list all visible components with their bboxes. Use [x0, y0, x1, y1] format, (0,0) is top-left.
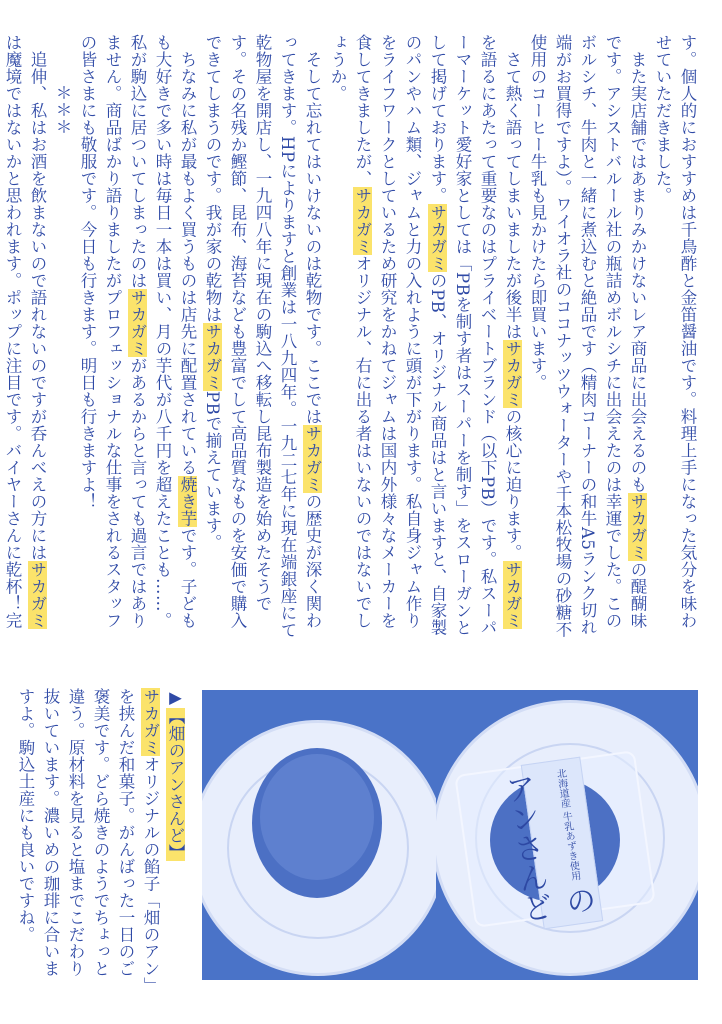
triangle-marker-icon: ▶ [166, 688, 185, 708]
highlight-yakiimo: 焼き芋 [178, 475, 197, 527]
sandwich-top [260, 754, 374, 880]
article-body [3, 34, 700, 644]
anzando-sandwich [252, 748, 382, 898]
paragraph: す。個人的におすすめは千鳥酢と金笛醤油です。料理上手になった気分を味わせていただきました。 [653, 34, 697, 629]
brand-highlight: サカガミ [303, 424, 322, 493]
caption-heading [163, 688, 188, 988]
photo-sandwich-on-plate [202, 690, 438, 980]
paragraph: ちなみに私が最もよく買うものは店先に配置されている焼き芋です。子どもも大好きで多い時は毎日一本は買い、月の芋代が八千円を超えたことも……。私が駒込に居ついてしまったのはサカガミがあるからと言っても過言ではありません。商品ばかり語りましたがプロフェッショナルな仕事をされるスタッフの皆さまにも敬服です。今日も行きます。明日も行きますよ！ [78, 34, 197, 629]
brand-highlight: サカガミ [28, 560, 47, 629]
brand-highlight: サカガミ [428, 204, 447, 272]
brand-highlight: サカガミ [503, 339, 522, 408]
brand-highlight: サカガミ [628, 492, 647, 561]
brand-highlight: サカガミ [353, 187, 372, 255]
caption-title: 【畑のアンさんど】 [166, 707, 185, 861]
paragraph: そして忘れてはいけないのは乾物です。ここではサカガミの歴史が深く関わってきます。HPによりますと創業は一八九四年。一九二七年に現在端銀座にて乾物屋を開店し、一九四八年に現在の駒込へ移転し昆布製造を始めたそうです。その名残か鰹節、昆布、海苔なども豊富でして高品質なものを安価で購入できてしまうのです。我が家の乾物はサカガミPBで揃えています。 [203, 34, 322, 639]
photo-packaged-sandwich [436, 690, 698, 980]
paragraph: さて熱く語ってしまいましたが後半はサカガミの核心に迫ります。サカガミを語るにあたって重要なのはプライベートブランド（以下PB）です。私スーパーマーケット愛好家としては「PBを制す者はスーパーを制す」をスローガンとして掲げております。サカガミのPB、オリジナル商品はと言いますと、自家製のパンやハム類、ジャムと力の入れように頭が下がります。私自身ジャム作りをライフワークとしているため研究をかねてジャムは国内外様々なメーカーを食してきましたが、サカガミオリジナル、右に出る者はいないのではないでしょうか。 [328, 34, 522, 637]
paragraph: 追伸、私はお酒を飲まないので語れないのですが呑んべえの方にはサカガミは魔境ではないかと思われます。ポップに注目です。バイヤーさんに乾杯！完 [3, 34, 47, 629]
label-small-text: 北海道産 牛乳あずき使用 [553, 767, 581, 882]
photo-caption [16, 688, 188, 988]
caption-text: サカガミオリジナルの餡子「畑のアン」を挟んだ和菓子。がんばった一日のご褒美です。どら焼きのようでちょっと違う。原材料を見ると塩までこだわり抜いています。濃いめの珈琲に合いますよ。駒込土産にも良いですね。 [16, 688, 160, 986]
brand-highlight: サカガミ [141, 688, 160, 756]
brand-highlight: サカガミ [203, 323, 222, 391]
label-product-name: のアンさんど [498, 771, 598, 925]
brand-highlight: サカガミ [128, 289, 147, 357]
brand-highlight: サカガミ [503, 560, 522, 629]
section-divider: ＊＊＊ [53, 83, 72, 135]
paragraph: また実店舗ではあまりみかけないレア商品に出会えるのもサカガミの醍醐味です。アシストバルール社の瓶詰めボルシチに出会えたのは幸運でした。このボルシチ、牛肉と一緒に煮込むと絶品です（精肉コーナーの和牛A5ランク切れ端がお買得ですよ）。ワイオラ社のココナッツウォーターや千本松牧場の砂糖不使用のコーヒー牛乳も見かけたら即買います。 [528, 34, 647, 638]
